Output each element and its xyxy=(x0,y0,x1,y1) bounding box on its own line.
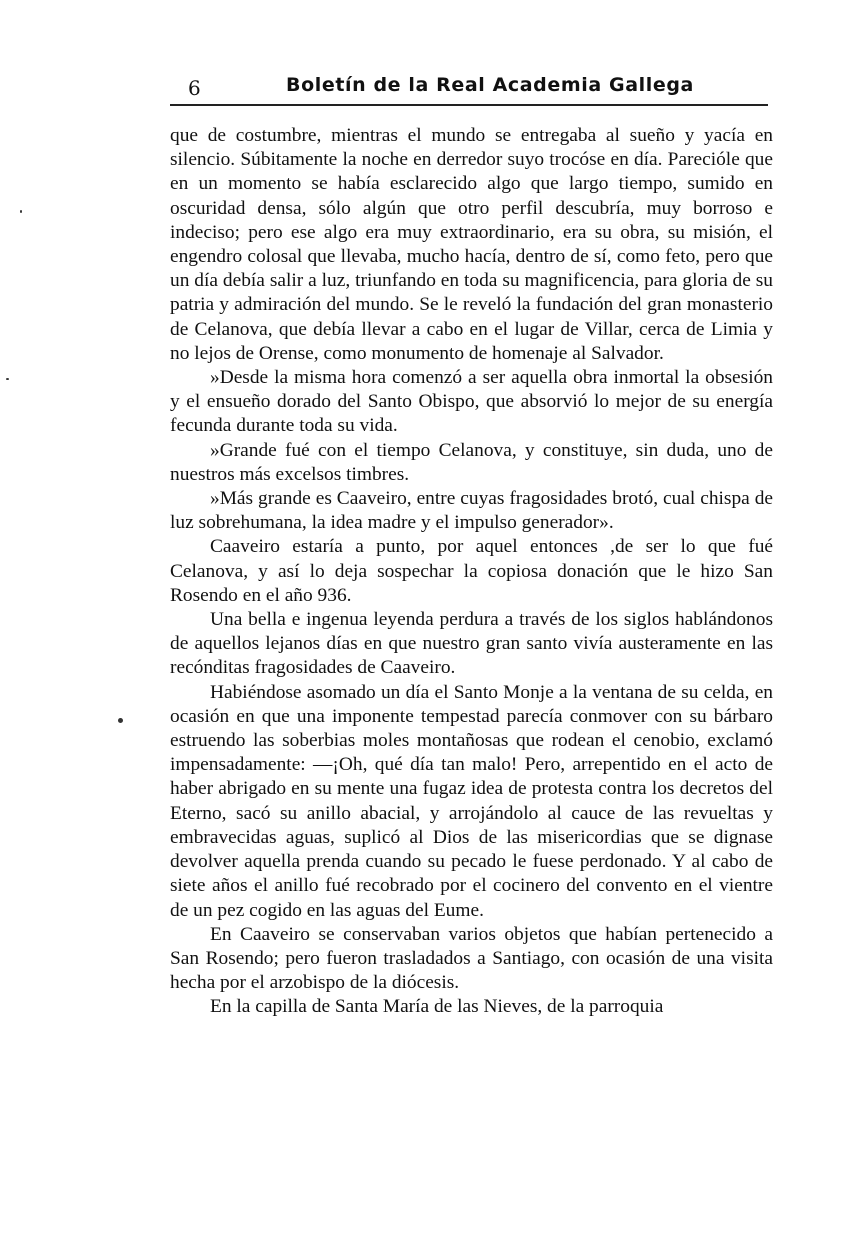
page-number: 6 xyxy=(188,76,201,100)
paragraph: que de costumbre, mientras el mundo se entregaba al sueño y yacía en silencio. Súbitamente la noche en derredor suyo trocóse en día. Parecióle que en un momento se había esclarecido algo que largo tiempo, sumido en oscuridad densa, sólo algún que otro perfil descubría, muy borroso e indeciso; pero ese algo era muy extraordinario, era su obra, su misión, el engendro colosal que llevaba, mucho hacía, dentro de sí, como feto, pero que un día debía salir a luz, triunfando en toda su magnificencia, para gloria de su patria y admiración del mundo. Se le reveló la fundación del gran monasterio de Celanova, que debía llevar a cabo en el lugar de Villar, cerca de Limia y no lejos de Orense, como monumento de homenaje al Salvador. xyxy=(170,125,773,364)
scan-speck xyxy=(6,378,9,380)
paragraph: »Grande fué con el tiempo Celanova, y constituye, sin duda, uno de nuestros más excelsos timbres. xyxy=(170,439,773,485)
paragraph: En la capilla de Santa María de las Nieves, de la parroquia xyxy=(210,996,664,1018)
scan-speck xyxy=(20,210,22,213)
running-title: Boletín de la Real Academia Gallega xyxy=(286,74,694,96)
paragraph: Caaveiro estaría a punto, por aquel entonces ,de ser lo que fué Celanova, y así lo deja sospechar la copiosa donación que le hizo San Rosendo en el año 936. xyxy=(170,536,773,606)
paragraph: »Más grande es Caaveiro, entre cuyas fragosidades brotó, cual chispa de luz sobrehumana, la idea madre y el impulso generador». xyxy=(170,488,773,534)
paragraph: En Caaveiro se conservaban varios objetos que habían pertenecido a San Rosendo; pero fueron trasladados a Santiago, con ocasión de una visita hecha por el arzobispo de la diócesis. xyxy=(170,923,773,994)
page-header xyxy=(170,74,768,104)
paragraph: Habiéndose asomado un día el Santo Monje a la ventana de su celda, en ocasión en que una imponente tempestad parecía conmover con su bárbaro estruendo las soberbias moles montañosas que rodean el cenobio, exclamó impensadamente: —¡Oh, qué día tan malo! Pero, arrepentido en el acto de haber abrigado en su mente una fugaz idea de protesta contra los decretos del Eterno, sacó su anillo abacial, y arrojándolo al cauce de las revueltas y embravecidas aguas, suplicó al Dios de las misericordias que se dignase devolver aquella prenda cuando su pecado le fuese perdonado. Y al cabo de siete años el anillo fué recobrado por el cocinero del convento en el vientre de un pez cogido en las aguas del Eume. xyxy=(170,681,773,921)
header-rule xyxy=(170,104,768,106)
paragraph: »Desde la misma hora comenzó a ser aquella obra inmortal la obsesión y el ensueño dorado del Santo Obispo, que absorvió lo mejor de su energía fecunda durante toda su vida. xyxy=(170,367,773,437)
paragraph: Una bella e ingenua leyenda perdura a través de los siglos hablándonos de aquellos lejanos días en que nuestro gran santo vivía austeramente en las recónditas fragosidades de Caaveiro. xyxy=(170,609,773,679)
scan-speck xyxy=(118,718,123,723)
body-text xyxy=(170,124,773,1020)
